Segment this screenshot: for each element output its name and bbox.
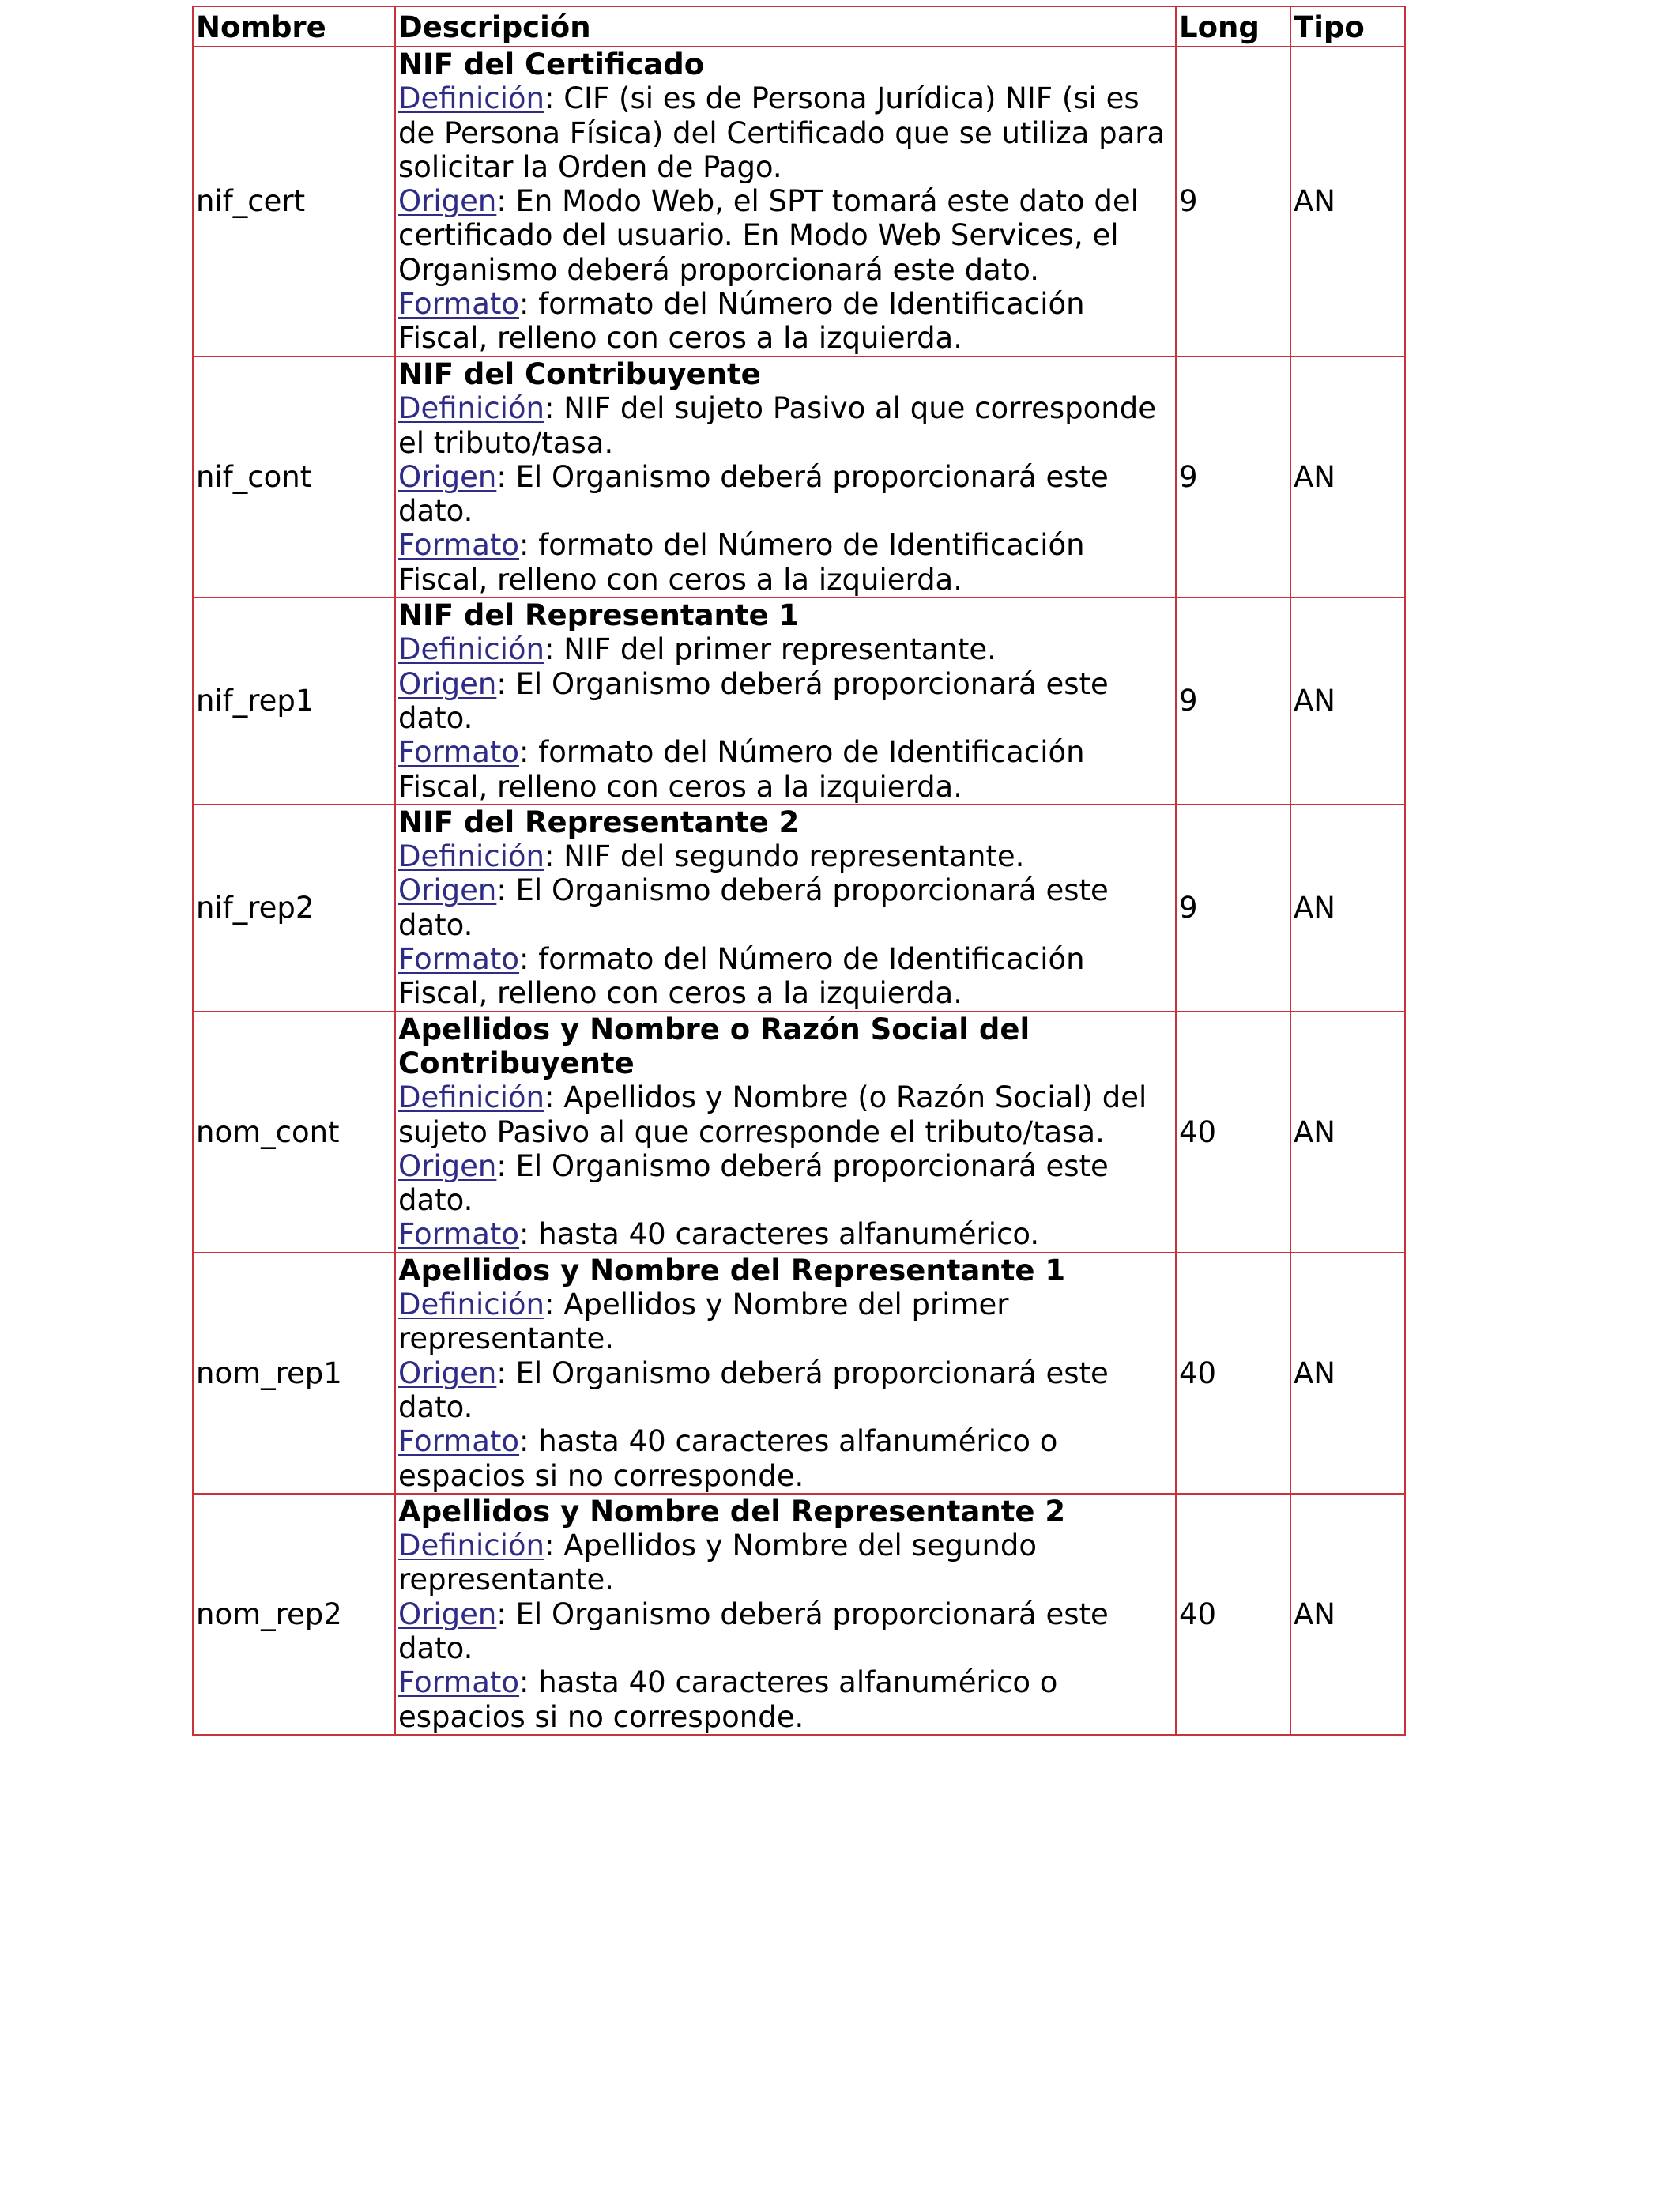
length-cell: 9 bbox=[1176, 805, 1290, 1012]
definicion-link[interactable]: Definición bbox=[398, 632, 544, 667]
field-title: NIF del Representante 1 bbox=[398, 598, 800, 633]
origen-link[interactable]: Origen bbox=[398, 459, 497, 494]
field-name-cell: nif_cert bbox=[193, 47, 395, 356]
origen-link[interactable]: Origen bbox=[398, 666, 497, 701]
field-title: NIF del Representante 2 bbox=[398, 805, 800, 839]
definicion-text: : NIF del primer representante. bbox=[544, 632, 996, 667]
description-cell bbox=[395, 47, 1176, 356]
definicion-link[interactable]: Definición bbox=[398, 1287, 544, 1322]
field-name-cell: nom_rep1 bbox=[193, 1253, 395, 1494]
formato-link[interactable]: Formato bbox=[398, 1665, 520, 1700]
field-title: Apellidos y Nombre del Representante 1 bbox=[398, 1253, 1066, 1287]
length-cell: 40 bbox=[1176, 1494, 1290, 1735]
field-title: NIF del Contribuyente bbox=[398, 357, 761, 391]
origen-text: : El Organismo deberá proporcionará este dato. bbox=[398, 1596, 1109, 1665]
origen-link[interactable]: Origen bbox=[398, 184, 497, 219]
field-title: Apellidos y Nombre del Representante 2 bbox=[398, 1494, 1066, 1529]
origen-text: : El Organismo deberá proporcionará este dato. bbox=[398, 873, 1109, 942]
origen-text: : El Organismo deberá proporcionará este dato. bbox=[398, 1148, 1109, 1218]
formato-link[interactable]: Formato bbox=[398, 735, 520, 770]
definicion-text: : Apellidos y Nombre del primer representante. bbox=[398, 1287, 1009, 1356]
header-tipo: Tipo bbox=[1290, 6, 1405, 47]
length-cell: 9 bbox=[1176, 47, 1290, 356]
formato-text: : formato del Número de Identificación Fiscal, relleno con ceros a la izquierda. bbox=[398, 942, 1085, 1011]
type-cell: AN bbox=[1290, 356, 1405, 598]
field-name-cell: nif_cont bbox=[193, 356, 395, 598]
type-cell: AN bbox=[1290, 1012, 1405, 1253]
field-name-cell: nif_rep2 bbox=[193, 805, 395, 1012]
table-row bbox=[193, 805, 1405, 1012]
formato-text: : formato del Número de Identificación Fiscal, relleno con ceros a la izquierda. bbox=[398, 287, 1085, 356]
header-long: Long bbox=[1176, 6, 1290, 47]
formato-text: : formato del Número de Identificación Fiscal, relleno con ceros a la izquierda. bbox=[398, 735, 1085, 804]
definicion-text: : NIF del segundo representante. bbox=[544, 839, 1025, 874]
description-cell bbox=[395, 1494, 1176, 1735]
table-row bbox=[193, 356, 1405, 598]
formato-link[interactable]: Formato bbox=[398, 1217, 520, 1252]
definicion-link[interactable]: Definición bbox=[398, 1529, 544, 1563]
header-descripcion: Descripción bbox=[395, 6, 1176, 47]
origen-link[interactable]: Origen bbox=[398, 1148, 497, 1183]
field-spec-table bbox=[192, 6, 1406, 1736]
type-cell: AN bbox=[1290, 1253, 1405, 1494]
type-cell: AN bbox=[1290, 805, 1405, 1012]
definicion-text: : CIF (si es de Persona Jurídica) NIF (si es de Persona Física) del Certificado que se utiliza para solicitar la Orden de Pago. bbox=[398, 81, 1166, 184]
formato-text: : hasta 40 caracteres alfanumérico. bbox=[519, 1217, 1040, 1252]
header-nombre: Nombre bbox=[193, 6, 395, 47]
length-cell: 9 bbox=[1176, 356, 1290, 598]
type-cell: AN bbox=[1290, 598, 1405, 805]
table-row bbox=[193, 1012, 1405, 1253]
definicion-link[interactable]: Definición bbox=[398, 839, 544, 874]
table-header-row bbox=[193, 6, 1405, 47]
origen-text: : El Organismo deberá proporcionará este dato. bbox=[398, 1355, 1109, 1424]
type-cell: AN bbox=[1290, 47, 1405, 356]
length-cell: 40 bbox=[1176, 1012, 1290, 1253]
origen-text: : En Modo Web, el SPT tomará este dato del certificado del usuario. En Modo Web Services, el Organismo deberá proporcionará este dato. bbox=[398, 184, 1139, 287]
type-cell: AN bbox=[1290, 1494, 1405, 1735]
field-title: NIF del Certificado bbox=[398, 47, 705, 81]
field-title: Apellidos y Nombre o Razón Social del Contribuyente bbox=[398, 1012, 1030, 1080]
formato-link[interactable]: Formato bbox=[398, 528, 520, 563]
table-row bbox=[193, 1494, 1405, 1735]
description-cell bbox=[395, 805, 1176, 1012]
formato-link[interactable]: Formato bbox=[398, 287, 520, 322]
definicion-text: : NIF del sujeto Pasivo al que corresponde el tributo/tasa. bbox=[398, 391, 1156, 460]
table-row bbox=[193, 1253, 1405, 1494]
formato-link[interactable]: Formato bbox=[398, 942, 520, 977]
formato-text: : hasta 40 caracteres alfanumérico o espacios si no corresponde. bbox=[398, 1424, 1058, 1493]
origen-text: : El Organismo deberá proporcionará este dato. bbox=[398, 459, 1109, 529]
length-cell: 9 bbox=[1176, 598, 1290, 805]
field-name-cell: nom_rep2 bbox=[193, 1494, 395, 1735]
definicion-text: : Apellidos y Nombre del segundo representante. bbox=[398, 1529, 1038, 1597]
description-cell bbox=[395, 356, 1176, 598]
field-name-cell: nom_cont bbox=[193, 1012, 395, 1253]
formato-link[interactable]: Formato bbox=[398, 1424, 520, 1459]
table-row bbox=[193, 47, 1405, 356]
origen-link[interactable]: Origen bbox=[398, 1596, 497, 1631]
description-cell bbox=[395, 1253, 1176, 1494]
formato-text: : hasta 40 caracteres alfanumérico o espacios si no corresponde. bbox=[398, 1665, 1058, 1734]
table-row bbox=[193, 598, 1405, 805]
origen-link[interactable]: Origen bbox=[398, 1355, 497, 1390]
length-cell: 40 bbox=[1176, 1253, 1290, 1494]
definicion-link[interactable]: Definición bbox=[398, 1080, 544, 1115]
definicion-link[interactable]: Definición bbox=[398, 81, 544, 116]
definicion-link[interactable]: Definición bbox=[398, 391, 544, 426]
origen-link[interactable]: Origen bbox=[398, 873, 497, 908]
origen-text: : El Organismo deberá proporcionará este dato. bbox=[398, 666, 1109, 735]
formato-text: : formato del Número de Identificación Fiscal, relleno con ceros a la izquierda. bbox=[398, 528, 1085, 597]
definicion-text: : Apellidos y Nombre (o Razón Social) del sujeto Pasivo al que corresponde el tributo/tasa. bbox=[398, 1080, 1147, 1149]
description-cell bbox=[395, 598, 1176, 805]
field-name-cell: nif_rep1 bbox=[193, 598, 395, 805]
description-cell bbox=[395, 1012, 1176, 1253]
